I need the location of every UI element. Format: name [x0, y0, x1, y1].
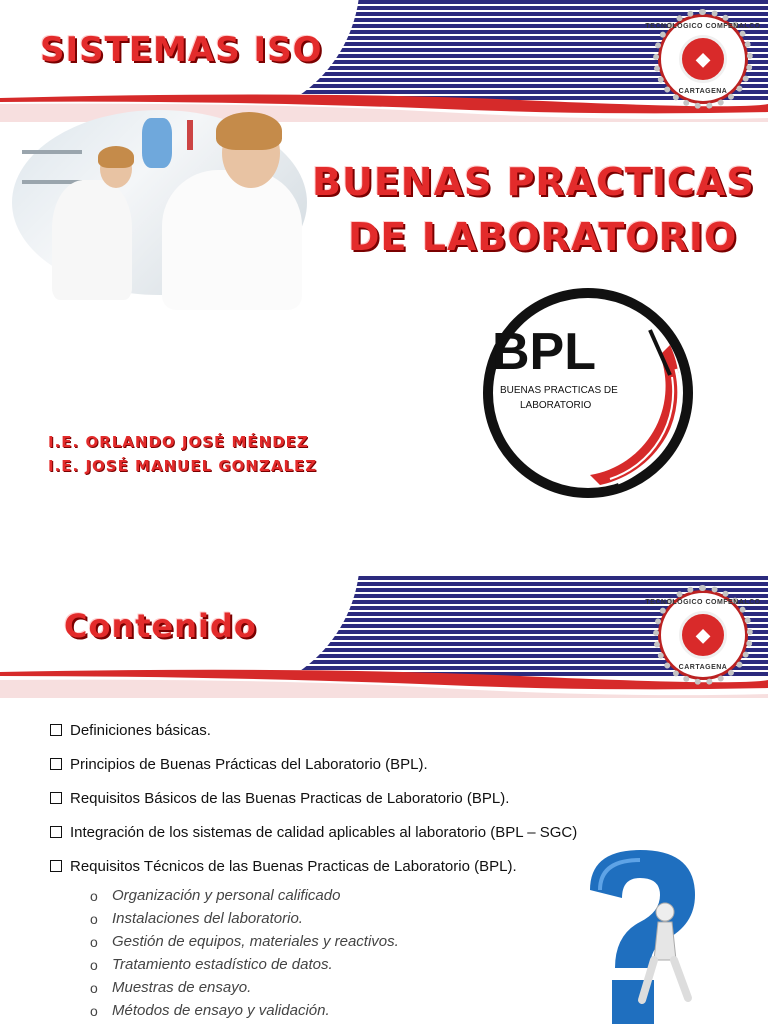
sub-item-text: Muestras de ensayo.: [112, 979, 252, 996]
bullet-icon: o: [90, 956, 98, 973]
bullet-icon: o: [90, 933, 98, 950]
red-swoosh: [0, 658, 768, 698]
sub-list: [90, 884, 399, 1022]
sub-item-text: Organización y personal calificado: [112, 887, 341, 904]
sub-item-text: Métodos de ensayo y validación.: [112, 1002, 330, 1019]
logo-bottom-text: CARTAGENA: [678, 664, 728, 671]
list-item: [50, 856, 577, 876]
main-heading-line-1: BUENAS PRACTICAS: [312, 160, 755, 204]
list-item: [50, 788, 577, 808]
list-item-text: Integración de los sistemas de calidad aplicables al laboratorio (BPL – SGC): [70, 823, 578, 841]
author-2: I.E. JOSÉ MANUEL GONZALEZ: [48, 457, 318, 475]
checkbox-bullet-icon: [50, 724, 62, 736]
list-item: [50, 754, 577, 774]
logo-bottom-text: CARTAGENA: [678, 88, 728, 95]
sub-list-item: [90, 930, 399, 953]
bullet-icon: o: [90, 979, 98, 996]
sub-list-item: [90, 884, 399, 907]
bpl-caption-line-2: LABORATORIO: [520, 400, 592, 411]
list-item-text: Definiciones básicas.: [70, 721, 211, 739]
logo-top-text: TECNOLÓGICO COMFENALCO: [645, 23, 761, 30]
bullet-icon: o: [90, 887, 98, 904]
logo-emblem: ◆: [679, 35, 727, 83]
logo-emblem: ◆: [679, 611, 727, 659]
bullet-icon: o: [90, 1002, 98, 1019]
main-heading-line-2: DE LABORATORIO: [348, 215, 738, 259]
logo-seal-icon: [645, 590, 761, 680]
list-item: [50, 720, 577, 740]
sub-item-text: Tratamiento estadístico de datos.: [112, 956, 333, 973]
sub-list-item: [90, 907, 399, 930]
bpl-abbr: BPL: [492, 323, 596, 381]
question-mark-figure-icon: [570, 850, 710, 1024]
checkbox-bullet-icon: [50, 792, 62, 804]
list-item-text: Requisitos Básicos de las Buenas Practicas de Laboratorio (BPL).: [70, 789, 510, 807]
content-list: [50, 720, 577, 890]
sub-list-item: [90, 999, 399, 1022]
list-item-text: Principios de Buenas Prácticas del Laboratorio (BPL).: [70, 755, 428, 773]
logo-seal-icon: [645, 14, 761, 104]
bpl-caption-line-1: BUENAS PRACTICAS DE: [500, 385, 618, 396]
slide-title: Contenido: [64, 607, 257, 645]
list-item: [50, 822, 577, 842]
slide-title: SISTEMAS ISO: [40, 30, 323, 70]
sub-list-item: [90, 976, 399, 999]
sub-item-text: Gestión de equipos, materiales y reactivos.: [112, 933, 399, 950]
bullet-icon: o: [90, 910, 98, 927]
logo-top-text: TECNOLÓGICO COMFENALCO: [645, 599, 761, 606]
authors: [48, 433, 317, 481]
list-item-text: Requisitos Técnicos de las Buenas Practicas de Laboratorio (BPL).: [70, 857, 517, 875]
checkbox-bullet-icon: [50, 826, 62, 838]
lab-photo: [12, 110, 307, 295]
sub-list-item: [90, 953, 399, 976]
author-1: I.E. ORLANDO JOSÉ MÉNDEZ: [48, 433, 309, 451]
checkbox-bullet-icon: [50, 860, 62, 872]
checkbox-bullet-icon: [50, 758, 62, 770]
sub-item-text: Instalaciones del laboratorio.: [112, 910, 303, 927]
